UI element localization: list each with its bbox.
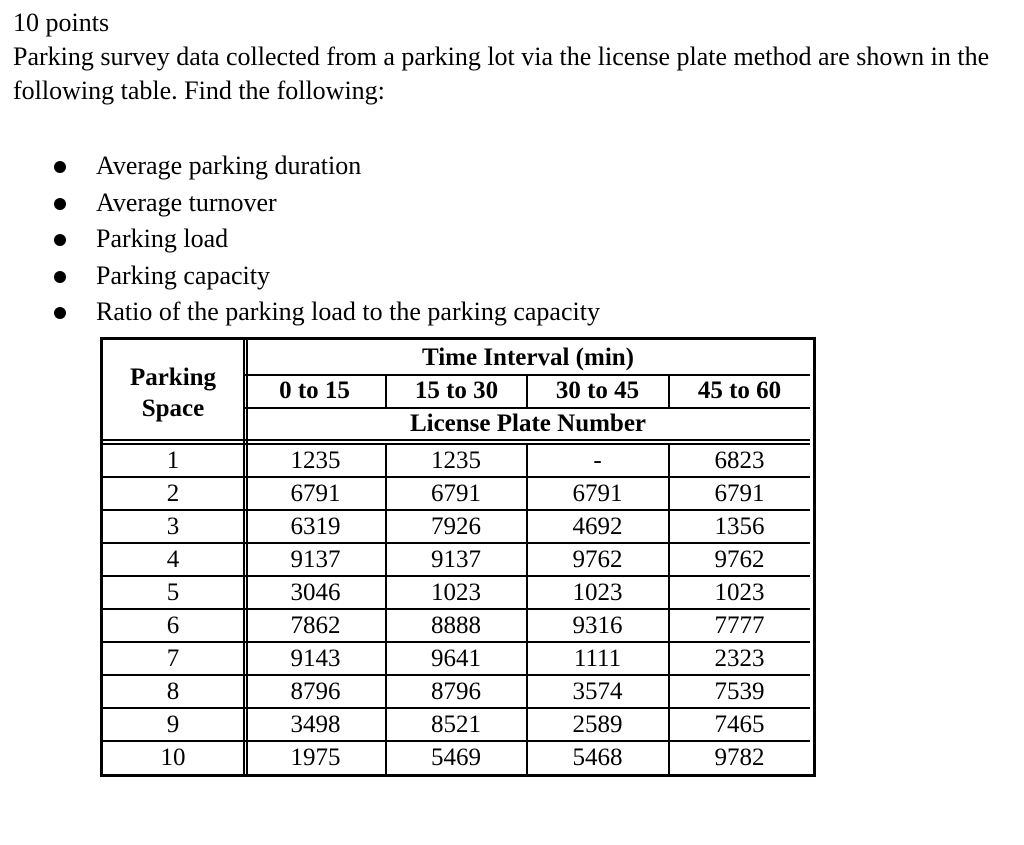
plate-number-cell: 2589 bbox=[572, 711, 623, 738]
task-text: Average parking duration bbox=[96, 151, 362, 180]
corner-header bbox=[103, 362, 243, 424]
plate-number-cell: 9641 bbox=[431, 645, 481, 672]
plate-number-cell: 3046 bbox=[290, 579, 341, 606]
plate-number-cell: 7926 bbox=[431, 513, 481, 540]
column-header-15-30: 15 to 30 bbox=[414, 377, 499, 404]
question-intro: Parking survey data collected from a parking lot via the license plate method are shown in the following table. Find the following: bbox=[13, 42, 990, 105]
bullet-icon bbox=[54, 161, 66, 173]
rule bbox=[668, 374, 670, 408]
bullet-icon bbox=[54, 198, 66, 210]
parking-space-cell: 10 bbox=[160, 744, 186, 771]
plate-number-cell: 3498 bbox=[290, 711, 341, 738]
plate-number-cell: 1235 bbox=[431, 447, 481, 474]
plate-number-cell: 8521 bbox=[431, 711, 481, 738]
table-row bbox=[103, 444, 813, 477]
rule bbox=[246, 340, 248, 444]
table-row bbox=[103, 609, 813, 642]
task-item bbox=[13, 185, 1013, 222]
table-row bbox=[103, 708, 813, 741]
plate-number-cell: 9762 bbox=[572, 546, 623, 573]
plate-number-cell: 8796 bbox=[431, 678, 481, 705]
plate-number-cell: 7862 bbox=[290, 612, 341, 639]
task-text: Average turnover bbox=[96, 187, 277, 217]
plate-number-cell: 3574 bbox=[572, 678, 623, 705]
rule bbox=[243, 340, 245, 444]
plate-number-cell: 4692 bbox=[572, 513, 623, 540]
parking-space-cell: 2 bbox=[166, 480, 180, 507]
plate-number-cell: 1023 bbox=[714, 579, 765, 606]
plate-number-cell: 1023 bbox=[431, 579, 481, 606]
plate-number-cell: 8888 bbox=[431, 612, 481, 639]
parking-space-cell: 8 bbox=[166, 678, 180, 705]
license-plate-header: License Plate Number bbox=[409, 410, 647, 437]
parking-space-cell: 4 bbox=[166, 546, 180, 573]
question-block bbox=[13, 6, 1013, 331]
rule bbox=[526, 444, 528, 774]
plate-number-cell: 6791 bbox=[431, 480, 481, 507]
plate-number-cell: 5469 bbox=[431, 744, 481, 771]
task-list bbox=[13, 148, 1013, 331]
plate-number-cell: 6791 bbox=[572, 480, 623, 507]
bullet-icon bbox=[54, 271, 66, 283]
task-item bbox=[13, 221, 1013, 258]
bullet-icon bbox=[54, 234, 66, 246]
plate-number-cell: 9137 bbox=[290, 546, 341, 573]
task-text: Parking capacity bbox=[96, 260, 270, 290]
column-header-45-60: 45 to 60 bbox=[697, 377, 782, 404]
table-row bbox=[103, 576, 813, 609]
plate-number-cell: 9143 bbox=[290, 645, 341, 672]
plate-number-cell: 2323 bbox=[714, 645, 765, 672]
plate-number-cell: 6791 bbox=[714, 480, 765, 507]
plate-number-cell: 7539 bbox=[714, 678, 765, 705]
plate-number-cell: 1235 bbox=[290, 447, 341, 474]
plate-number-cell: 8796 bbox=[290, 678, 341, 705]
table-row bbox=[103, 477, 813, 510]
plate-number-cell: 5468 bbox=[572, 744, 623, 771]
corner-header-line1: Parking bbox=[129, 364, 217, 391]
plate-number-cell: 9782 bbox=[714, 744, 765, 771]
plate-number-cell: 6823 bbox=[714, 447, 765, 474]
plate-number-cell: 6791 bbox=[290, 480, 341, 507]
plate-number-cell: 6319 bbox=[290, 513, 341, 540]
rule bbox=[526, 374, 528, 408]
parking-space-cell: 9 bbox=[166, 711, 180, 738]
rule bbox=[103, 439, 810, 441]
column-header-30-45: 30 to 45 bbox=[555, 377, 640, 404]
rule bbox=[385, 444, 387, 774]
points-label: 10 points bbox=[13, 8, 110, 37]
corner-header-line2: Space bbox=[141, 395, 205, 422]
table-row bbox=[103, 675, 813, 708]
plate-number-cell: 1023 bbox=[572, 579, 623, 606]
time-interval-header: Time Interval (min) bbox=[421, 344, 634, 371]
task-text: Parking load bbox=[96, 224, 229, 253]
table-row bbox=[103, 642, 813, 675]
plate-number-cell: 1111 bbox=[573, 645, 622, 672]
task-item bbox=[13, 258, 1013, 295]
parking-space-cell: 7 bbox=[166, 645, 180, 672]
table-row bbox=[103, 741, 813, 774]
parking-space-cell: 5 bbox=[166, 579, 180, 606]
plate-number-cell: 7465 bbox=[714, 711, 765, 738]
parking-survey-table bbox=[100, 337, 816, 777]
task-item bbox=[13, 294, 1013, 331]
parking-space-cell: 3 bbox=[166, 513, 180, 540]
task-text: Ratio of the parking load to the parking capacity bbox=[96, 297, 600, 326]
parking-space-cell: 6 bbox=[166, 612, 180, 639]
plate-number-cell: 1975 bbox=[290, 744, 341, 771]
bullet-icon bbox=[54, 307, 66, 319]
column-header-0-15: 0 to 15 bbox=[279, 377, 350, 404]
rule bbox=[668, 444, 670, 774]
table-row bbox=[103, 543, 813, 576]
plate-number-cell: 9316 bbox=[572, 612, 623, 639]
rule bbox=[385, 374, 387, 408]
table-row bbox=[103, 510, 813, 543]
plate-number-cell: 1356 bbox=[714, 513, 765, 540]
plate-number-cell: 9762 bbox=[714, 546, 765, 573]
rule bbox=[243, 444, 245, 774]
rule bbox=[246, 444, 248, 774]
plate-number-cell: 9137 bbox=[431, 546, 481, 573]
task-item bbox=[13, 148, 1013, 185]
plate-number-cell: - bbox=[593, 447, 602, 474]
plate-number-cell: 7777 bbox=[714, 612, 765, 639]
parking-space-cell: 1 bbox=[166, 447, 180, 474]
